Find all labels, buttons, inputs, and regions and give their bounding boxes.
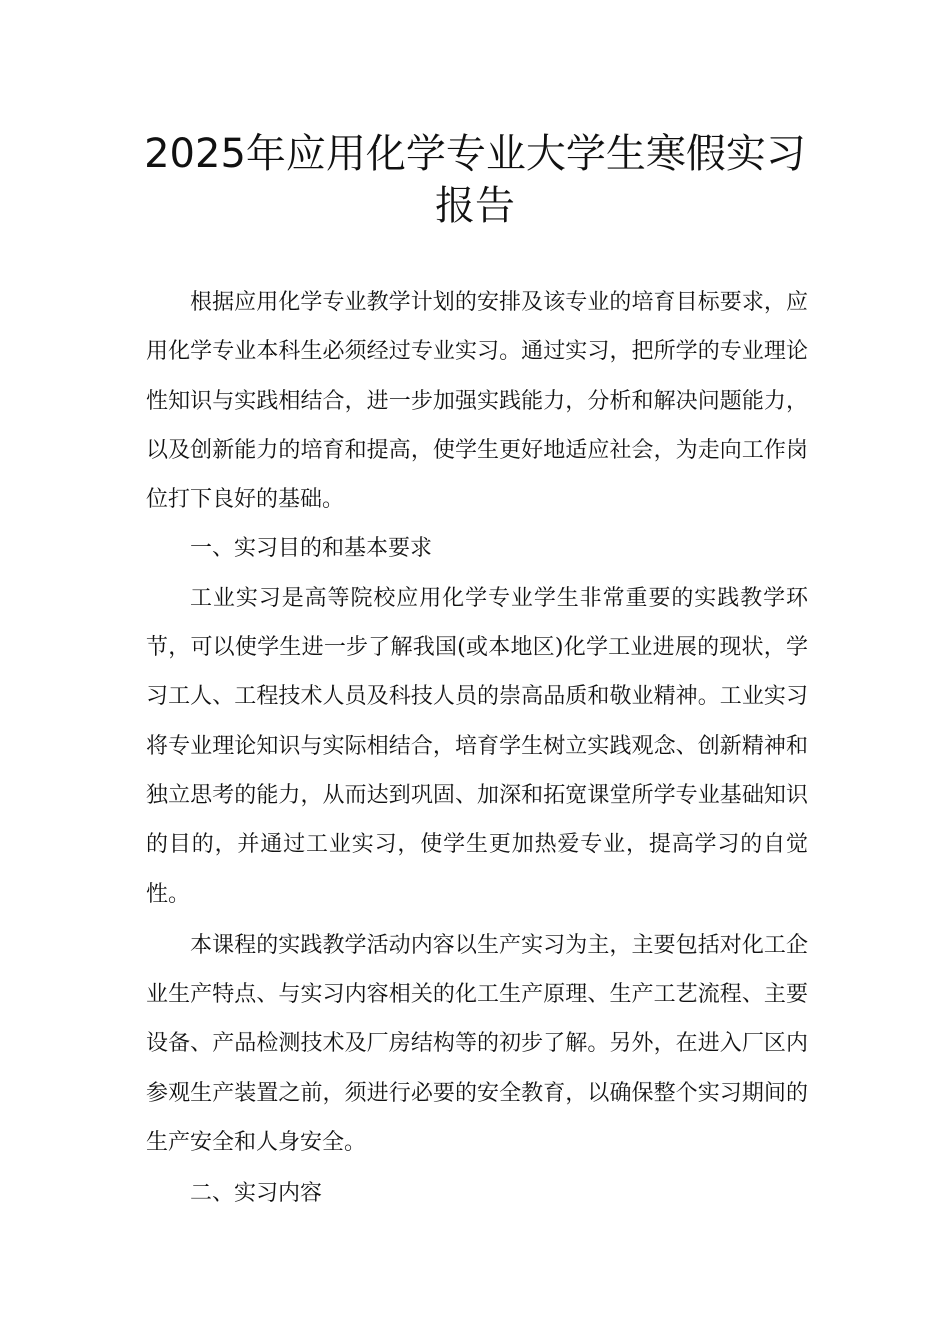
paragraph-intro: 根据应用化学专业教学计划的安排及该专业的培育目标要求，应用化学专业本科生必须经过专业实习。通过实习，把所学的专业理论性知识与实践相结合，进一步加强实践能力，分析和解决问题能力，以及创新能力的培育和提高，使学生更好地适应社会，为走向工作岗位打下良好的基础。 [146,290,808,513]
document-title: 2025年应用化学专业大学生寒假实习报告 [144,131,806,229]
section-heading-content: 二、实习内容 [190,1181,323,1207]
paragraph-course-content: 本课程的实践教学活动内容以生产实习为主，主要包括对化工企业生产特点、与实习内容相关的化工生产原理、生产工艺流程、主要设备、产品检测技术及厂房结构等的初步了解。另外，在进入厂区内参观生产装置之前，须进行必要的安全教育，以确保整个实习期间的生产安全和人身安全。 [146,932,808,1156]
paragraph-objectives: 工业实习是高等院校应用化学专业学生非常重要的实践教学环节，可以使学生进一步了解我国(或本地区)化学工业进展的现状，学习工人、工程技术人员及科技人员的崇高品质和敬业精神。工业实习将专业理论知识与实际相结合，培育学生树立实践观念、创新精神和独立思考的能力，从而达到巩固、加深和拓宽课堂所学专业基础知识的目的，并通过工业实习，使学生更加热爱专业，提高学习的自觉性。 [146,585,808,907]
document-body [146,278,808,1219]
section-heading-objectives: 一、实习目的和基本要求 [190,536,433,562]
